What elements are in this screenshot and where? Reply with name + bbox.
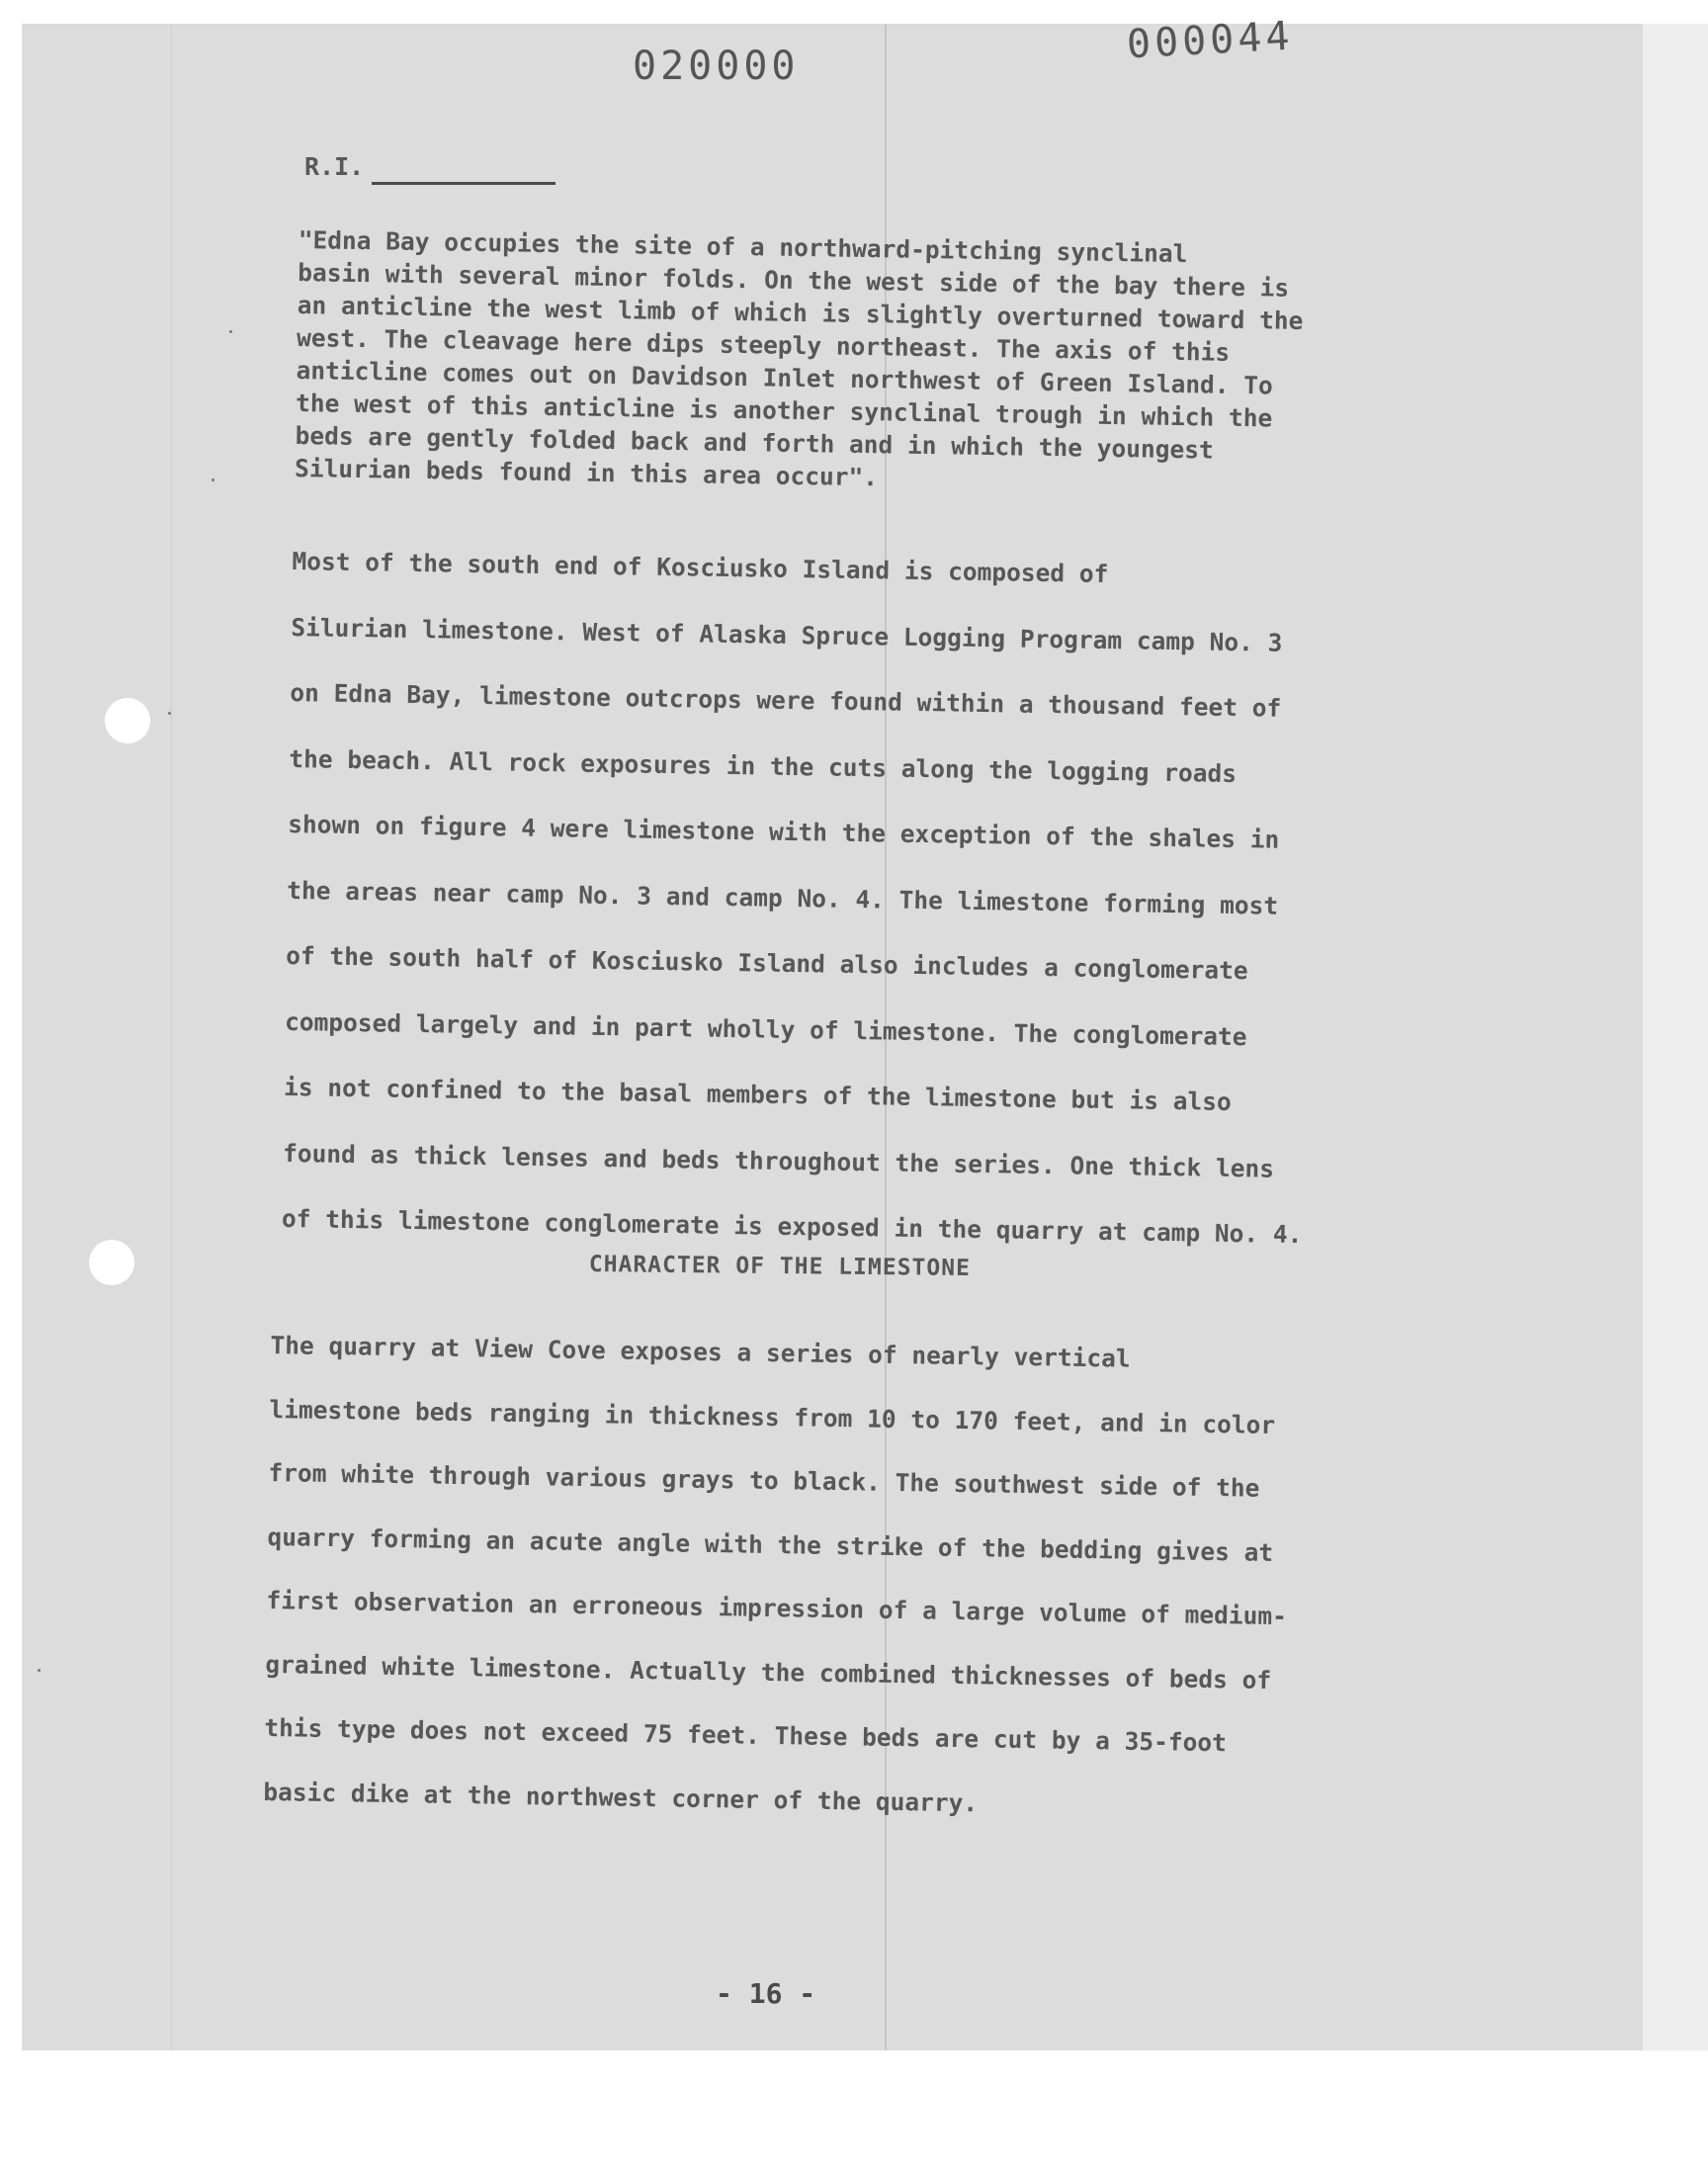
punch-hole-bottom	[89, 1240, 134, 1285]
binding-edge	[171, 24, 172, 2050]
scan-speck	[168, 712, 171, 715]
section-heading: CHARACTER OF THE LIMESTONE	[588, 1252, 972, 1282]
scan-speck	[212, 478, 214, 481]
report-index-label: R.I.	[304, 152, 365, 181]
document-number-stamp: 020000	[633, 44, 800, 89]
quoted-paragraph: "Edna Bay occupies the site of a northward-pitching synclinal basin with several minor folds. On the west side of the bay there is an anticline the west limb of which is slightly overturned toward the west. The cleavage here dips steeply northeast. The axis of this anticline comes out on Davidson Inlet northwest of Green Island. To the west of this anticline is another synclinal trough in which the beds are gently folded back and forth and in which the youngest Silurian beds found in this area occur".	[294, 224, 1304, 492]
scan-speck	[38, 1669, 41, 1672]
scan-speck	[229, 330, 232, 333]
document-number-stamp-corner: 000044	[1125, 13, 1295, 68]
body-paragraph-2: The quarry at View Cove exposes a series of nearly vertical limestone beds ranging in thickness from 10 to 170 feet, and in color from white through various grays to black. The southwest side of the quarry forming an acute angle with the strike of the bedding gives at first observation an erroneous impression of a large volume of medium- grained white limestone. Actually the combined thicknesses of beds of this type does not exceed 75 feet. These beds are cut by a 35-foot basic dike at the northwest corner of the quarry.	[263, 1330, 1288, 1817]
page-number: - 16 -	[716, 1977, 816, 2010]
page-edge	[1643, 24, 1708, 2050]
body-paragraph-1: Most of the south end of Kosciusko Island is composed of Silurian limestone. West of Alaska Spruce Logging Program camp No. 3 on Edna Bay, limestone outcrops were found within a thousand feet of the beach. All rock exposures in the cuts along the logging roads shown on figure 4 were limestone with the exception of the shales in the areas near camp No. 3 and camp No. 4. The limestone forming most of the south half of Kosciusko Island also includes a conglomerate composed largely and in part wholly of limestone. The conglomerate is not confined to the basal members of the limestone but is also found as thick lenses and beds throughout the series. One thick lens of this limestone conglomerate is exposed in the quarry at camp No. 4.	[281, 546, 1303, 1250]
report-index-blank-line	[372, 182, 555, 185]
punch-hole-top	[105, 698, 150, 743]
